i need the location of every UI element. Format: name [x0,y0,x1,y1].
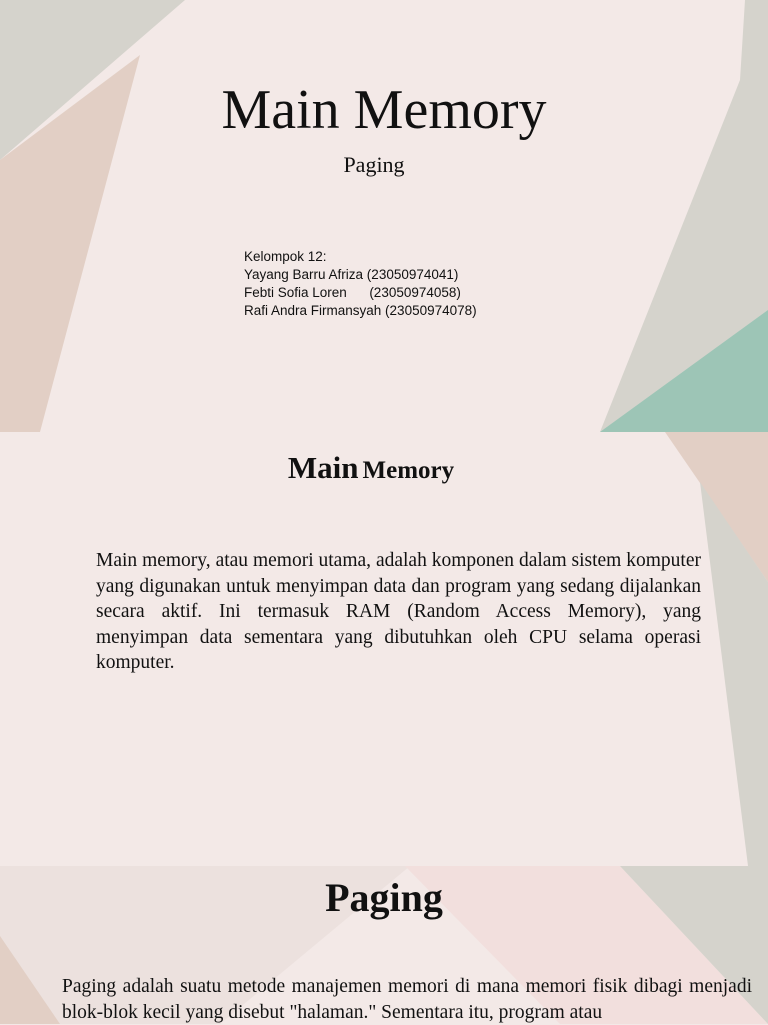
section-title-paging: Paging [325,875,443,920]
member-line: Febti Sofia Loren (23050974058) [244,285,461,300]
group-members [244,248,477,320]
section-title-rest: Memory [362,457,455,484]
slide1-background-shapes [0,0,768,432]
paging-paragraph: Paging adalah suatu metode manajemen memori di mana memori fisik dibagi menjadi blok-blok kecil yang disebut "halaman." Sementara itu, program atau [62,976,752,1023]
section-title-main: Main [287,450,359,485]
slide-title [0,0,768,432]
member-line: Rafi Andra Firmansyah (23050974078) [244,303,477,318]
page-title: Main Memory [221,79,547,141]
page-subtitle: Paging [343,152,405,177]
section-title-main-memory [0,450,742,486]
member-line: Yayang Barru Afriza (23050974041) [244,267,459,282]
group-label: Kelompok 12: [244,249,327,264]
main-memory-paragraph: Main memory, atau memori utama, adalah komponen dalam sistem komputer yang digunakan untuk menyimpan data dan program yang sedang dijalankan secara aktif. Ini termasuk RAM (Random Access Memory), yang menyimpan data sementara yang dibutuhkan oleh CPU selama operasi komputer. [96,550,701,673]
